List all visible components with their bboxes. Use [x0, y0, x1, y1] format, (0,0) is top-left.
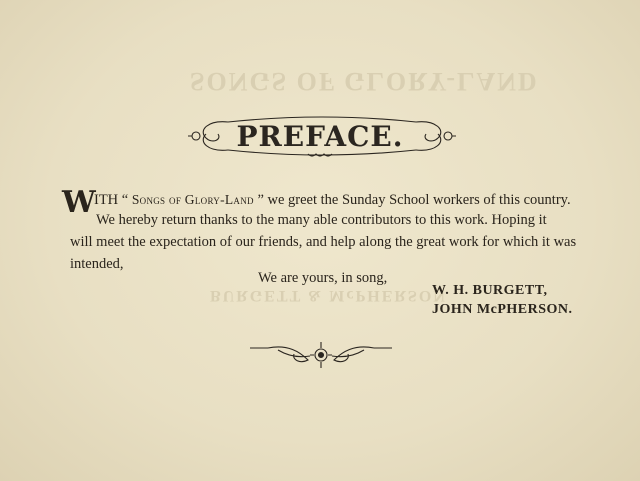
bleed-through-subtitle: BURGETT & McPHERSON [210, 287, 447, 304]
author-mcpherson: JOHN McPHERSON. [432, 302, 573, 317]
paragraph-line-1: ITH “ Songs of Glory-Land ” we greet the Sunday School workers of this country. [94, 192, 571, 208]
page-title: PREFACE. [236, 120, 404, 153]
paragraph-line-4: intended, [70, 256, 124, 272]
paragraph-line-2: We hereby return thanks to the many able contributors to this work. Hoping it [96, 212, 547, 228]
drop-cap: W [62, 185, 96, 220]
paragraph-line-3: will meet the expectation of our friends, and help along the great work for which it was [70, 234, 577, 250]
closing-line: We are yours, in song, [258, 270, 388, 286]
book-title: Songs of Glory-Land [131, 192, 254, 207]
author-burgett: W. H. BURGETT, [432, 283, 548, 298]
bleed-through-title: SONGS OF GLORY-LAND [190, 67, 539, 96]
closing-ornament [248, 338, 394, 372]
